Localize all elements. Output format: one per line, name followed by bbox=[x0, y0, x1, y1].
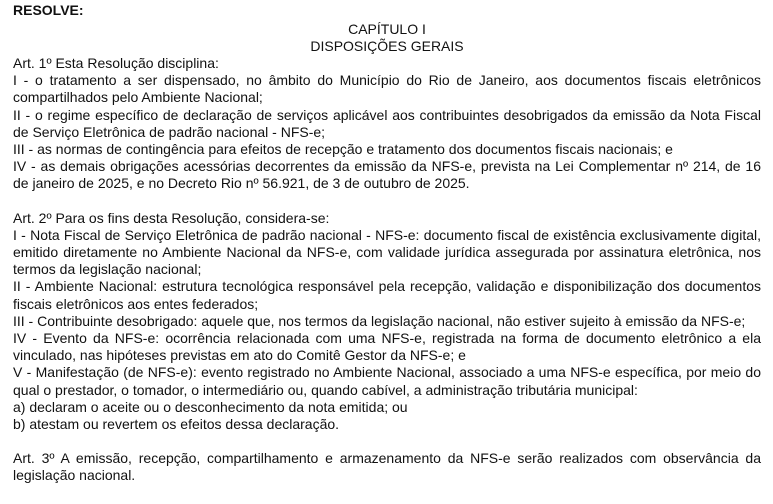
art1-item-iv: IV - as demais obrigações acessórias decorrentes da emissão da NFS-e, prevista na Lei Complementar nº 214, de 16 de janeiro de 2025, e no Decreto Rio nº 56.921, de 3 de outubro de 2025. bbox=[13, 158, 761, 192]
paragraph-gap bbox=[13, 433, 761, 450]
art2-item-i: I - Nota Fiscal de Serviço Eletrônica de padrão nacional - NFS-e: documento fiscal de existência exclusivamente digital, emitido diretamente no Ambiente Nacional da NFS-e, com validade jurídica assegurada por assinatura eletrônica, nos termos da legislação nacional; bbox=[13, 226, 761, 278]
chapter-title: CAPÍTULO I bbox=[348, 21, 426, 37]
art2-item-iii: III - Contribuinte desobrigado: aquele que, nos termos da legislação nacional, não estiver sujeito à emissão da NFS-e; bbox=[13, 312, 746, 329]
paragraph-gap bbox=[13, 193, 761, 210]
art2-item-v: V - Manifestação (de NFS-e): evento registrado no Ambiente Nacional, associado a uma NFS-e específica, por meio do qual o prestador, o tomador, o intermediário ou, quando cabível, a administração tributária municipal: bbox=[13, 364, 761, 398]
art3-intro: Art. 3º A emissão, recepção, compartilhamento e armazenamento da NFS-e serão realizados com observância da legislação nacional. bbox=[13, 450, 761, 484]
art1-item-ii: II - o regime específico de declaração de serviços aplicável aos contribuintes desobrigados da emissão da Nota Fiscal de Serviço Eletrônica de padrão nacional - NFS-e; bbox=[13, 106, 761, 140]
art2-intro: Art. 2º Para os fins desta Resolução, considera-se: bbox=[13, 209, 330, 226]
art1-intro: Art. 1º Esta Resolução disciplina: bbox=[13, 55, 219, 71]
art2-item-v-b: b) atestam ou revertem os efeitos dessa declaração. bbox=[13, 416, 340, 433]
art2-item-ii: II - Ambiente Nacional: estrutura tecnológica responsável pela recepção, validação e disponibilização dos documentos fiscais eletrônicos aos entes federados; bbox=[13, 278, 761, 312]
resolve-heading: RESOLVE: bbox=[13, 2, 84, 18]
art1-item-iii: III - as normas de contingência para efeitos de recepção e tratamento dos documentos fiscais nacionais; e bbox=[13, 141, 673, 158]
chapter-subtitle: DISPOSIÇÕES GERAIS bbox=[310, 38, 464, 54]
art2-item-v-a: a) declaram o aceite ou o desconhecimento da nota emitida; ou bbox=[13, 398, 408, 415]
art1-item-i: I - o tratamento a ser dispensado, no âmbito do Município do Rio de Janeiro, aos documentos fiscais eletrônicos compartilhados pelo Ambiente Nacional; bbox=[13, 72, 761, 106]
document-page bbox=[0, 2, 773, 504]
art2-item-iv: IV - Evento da NFS-e: ocorrência relacionada com uma NFS-e, registrada na forma de documento eletrônico a ela vinculado, nas hipóteses previstas em ato do Comitê Gestor da NFS-e; e bbox=[13, 330, 761, 364]
